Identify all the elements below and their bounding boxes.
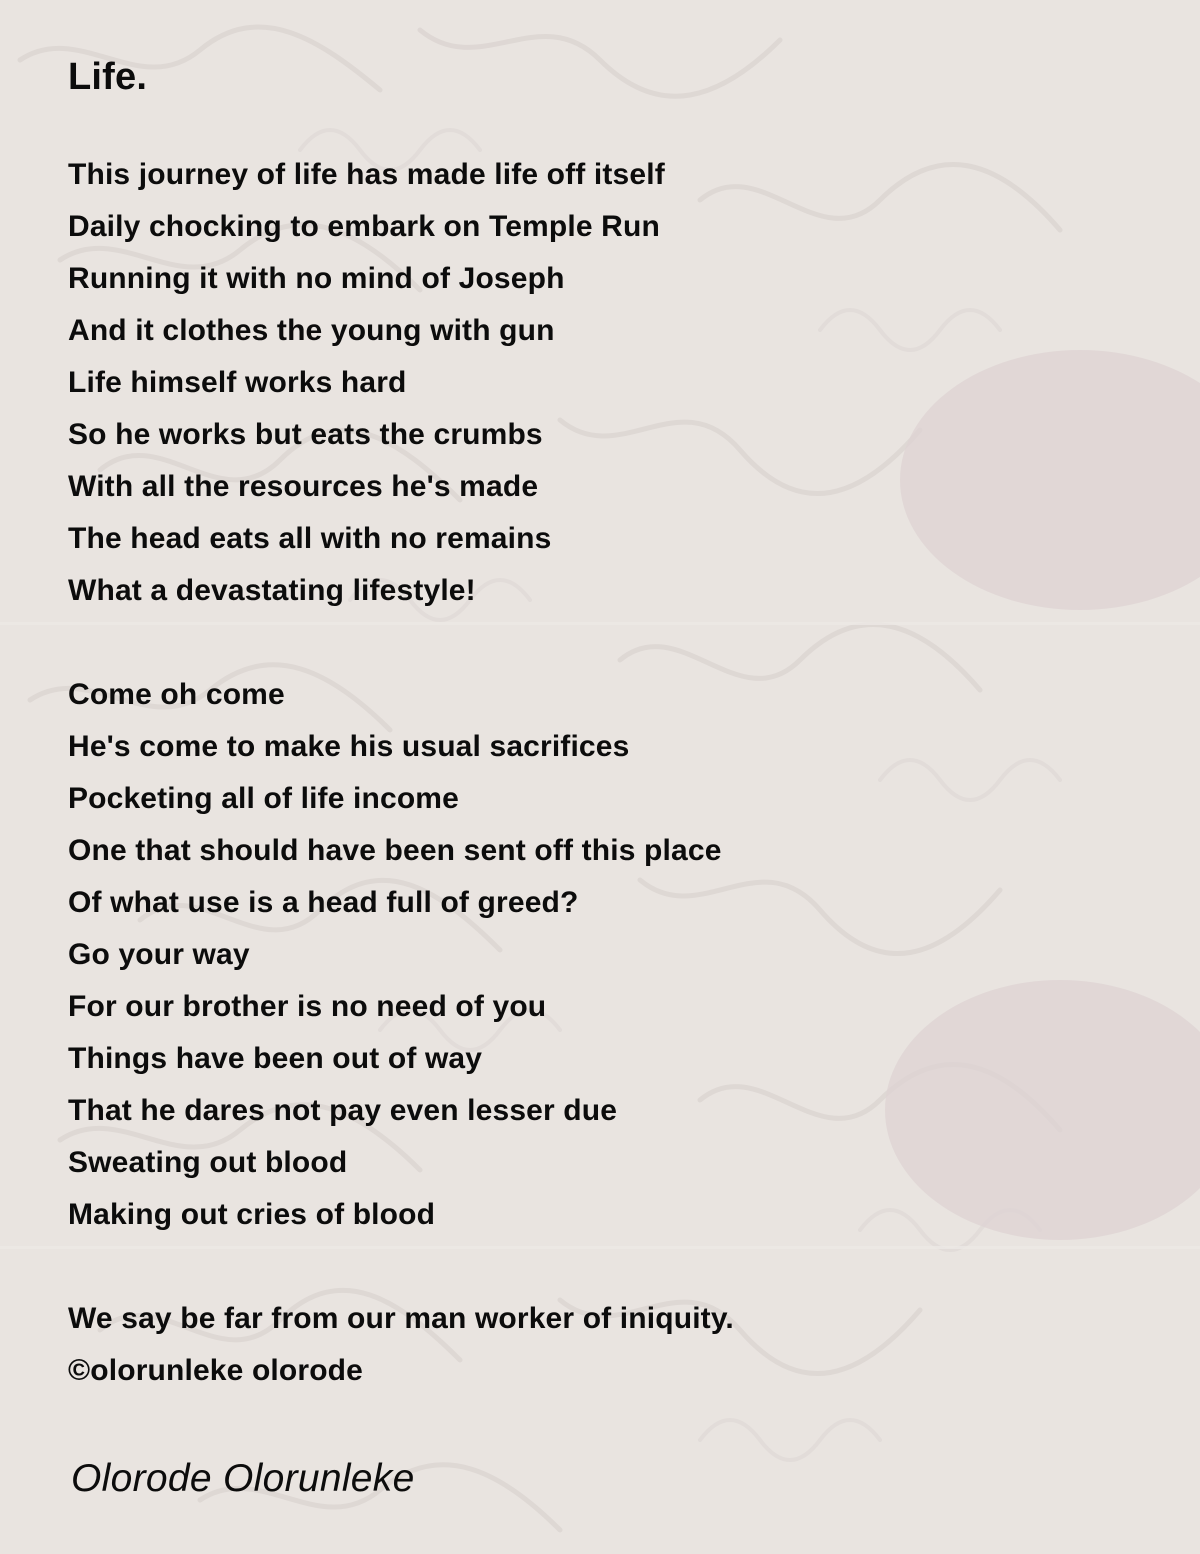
poem-line: Life himself works hard — [68, 366, 407, 399]
poem-line: So he works but eats the crumbs — [68, 418, 543, 451]
poem-line: He's come to make his usual sacrifices — [68, 730, 630, 763]
poem-line: Making out cries of blood — [68, 1198, 436, 1231]
poem-line: The head eats all with no remains — [68, 522, 552, 555]
poem-line: Running it with no mind of Joseph — [68, 262, 565, 295]
poem-line: And it clothes the young with gun — [68, 314, 555, 347]
poem-line: Sweating out blood — [68, 1146, 348, 1179]
poem-line: With all the resources he's made — [68, 470, 539, 503]
poem-line: This journey of life has made life off itself — [68, 158, 665, 191]
poem-line: Pocketing all of life income — [68, 782, 459, 815]
stanza-3 — [68, 1293, 1148, 1397]
poem-line: One that should have been sent off this place — [68, 834, 722, 867]
poem-line: Come oh come — [68, 678, 285, 711]
stanza-1 — [68, 149, 1148, 617]
poem-line: That he dares not pay even lesser due — [68, 1094, 618, 1127]
poem-body — [68, 149, 1148, 1449]
poem-line: For our brother is no need of you — [68, 990, 547, 1023]
poem-author: Olorode Olorunleke — [71, 1457, 415, 1500]
stanza-2 — [68, 669, 1148, 1241]
poem-line: Things have been out of way — [68, 1042, 483, 1075]
poem-line: We say be far from our man worker of iniquity. — [68, 1302, 734, 1335]
poem-line: Daily chocking to embark on Temple Run — [68, 210, 660, 243]
poem-line: Go your way — [68, 938, 250, 971]
poem-line: Of what use is a head full of greed? — [68, 886, 579, 919]
copyright-line: ©olorunleke olorode — [68, 1354, 363, 1387]
poem-line: What a devastating lifestyle! — [68, 574, 476, 607]
poem-title: Life. — [68, 56, 148, 98]
